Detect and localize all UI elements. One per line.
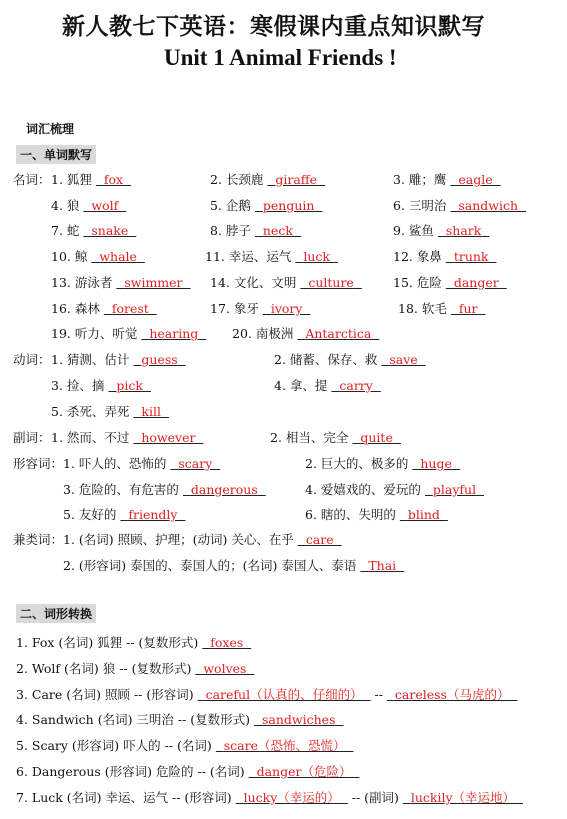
item-chinese: 捡、摘 [66,378,105,393]
answer-blank [202,635,251,650]
answer-text: huge [420,456,452,471]
answer-blank [352,430,400,445]
answer-text: pick [116,378,143,393]
item-number: 6. [393,198,405,213]
vocab-item [393,247,496,265]
vocab-item [305,505,448,523]
item-number: 9. [393,223,405,238]
vocab-item [51,221,136,239]
item-chinese: 长颈鹿 [225,172,264,187]
answer-blank [141,326,206,341]
section-heading-spelling: 一、单词默写 [16,145,96,164]
vocab-item [393,221,489,239]
vocab-item [63,556,404,574]
item-number: 4. [305,482,317,497]
item-chinese: 拿、提 [289,378,328,393]
vocab-item [51,299,157,317]
answer-blank [255,198,322,213]
transform-prompt: 7. Luck (名词) 幸运、运气 -- (形容词) [16,790,232,805]
answer-text: trunk [453,249,489,264]
item-number: 5. [210,198,222,213]
answer-text: wolf [91,198,119,213]
answer-blank [120,507,185,522]
answer-blank [425,482,484,497]
answer-text: shark [445,223,482,238]
answer-blank [183,482,266,497]
item-number: 11. [205,249,225,264]
answer-text: danger [453,275,499,290]
item-number: 7. [51,223,63,238]
answer-text: Antarctica [305,326,372,341]
vocab-item [51,196,126,214]
vocab-item [63,530,342,548]
item-chinese: 文化、文明 [233,275,297,290]
transform-prompt: 3. Care (名词) 照顾 -- (形容词) [16,687,194,702]
vocab-item [63,454,220,472]
item-chinese: 吓人的、恐怖的 [78,456,167,471]
answer-blank [446,249,497,264]
answer-text: giraffe [275,172,318,187]
item-number: 2. [270,430,282,445]
answer-text: luck [303,249,330,264]
vocab-item [210,299,310,317]
transform-prompt: 2. Wolf (名词) 狼 -- (复数形式) [16,661,192,676]
answer-blank [83,223,136,238]
answer-text: scare（恐怖、恐慌） [223,738,346,753]
item-number: 14. [210,275,230,290]
item-number: 4. [274,378,286,393]
answer-text: scary [178,456,213,471]
vocab-item [305,480,484,498]
item-chinese: 听力、听觉 [74,326,138,341]
vocab-item [51,428,203,446]
item-number: 10. [51,249,71,264]
label-adjective: 形容词： [13,456,64,471]
label-verb: 动词： [13,352,51,367]
item-number: 15. [393,275,413,290]
answer-text: ivory [270,301,303,316]
item-chinese: 企鹅 [225,198,251,213]
item-number: 16. [51,301,71,316]
answer-blank [331,378,380,393]
item-chinese: 危险的、有危害的 [78,482,179,497]
item-number: 17. [210,301,230,316]
item-number: 3. [63,482,75,497]
item-chinese: 猜测、估计 [66,352,130,367]
item-chinese: 然而、不过 [66,430,130,445]
answer-blank [96,172,131,187]
item-number: 3. [51,378,63,393]
vocab-item [51,247,145,265]
answer-blank [387,687,517,702]
answer-blank [400,507,448,522]
item-chinese: 游泳者 [74,275,113,290]
answer-text: neck [262,223,293,238]
transform-item [16,659,254,677]
answer-blank [195,661,254,676]
item-chinese: 幸运、运气 [228,249,292,264]
vocab-item [210,170,325,188]
answer-blank [412,456,459,471]
item-number: 2. [63,558,75,573]
item-number: 1. [51,430,63,445]
section-heading-transform: 二、词形转换 [16,604,96,623]
label-multi: 兼类词： [13,532,64,547]
answer-text: snake [91,223,129,238]
item-chinese: 南极洲 [255,326,294,341]
vocab-item [232,324,379,342]
item-chinese: 相当、完全 [285,430,349,445]
answer-blank [295,249,338,264]
vocab-item [210,273,362,291]
answer-text: kill [141,404,161,419]
answer-text: penguin [262,198,315,213]
answer-blank [254,712,343,727]
item-chinese: 危险 [416,275,442,290]
transform-item [16,788,523,806]
item-number: 2. [305,456,317,471]
item-chinese: 雕；鹰 [408,172,447,187]
item-chinese: 象鼻 [416,249,442,264]
answer-blank [267,172,325,187]
item-number: 1. [63,456,75,471]
answer-blank [198,687,371,702]
answer-text: however [141,430,196,445]
answer-text: guess [141,352,178,367]
answer-text: playful [432,482,477,497]
answer-text: careful（认真的、仔细的） [205,687,363,702]
answer-text: foxes [210,635,244,650]
answer-blank [451,301,486,316]
answer-text: forest [111,301,149,316]
answer-blank [236,790,348,805]
item-chinese: (形容词) 泰国的、泰国人的；(名词) 泰国人、泰语 [78,558,357,573]
transform-item [16,762,359,780]
item-chinese: 鲸 [74,249,88,264]
answer-text: danger（危险） [256,764,352,779]
answer-blank [91,249,145,264]
answer-blank [450,198,526,213]
answer-blank [116,275,190,290]
item-number: 5. [51,404,63,419]
label-adverb: 副词： [13,430,51,445]
answer-text: friendly [128,507,178,522]
item-chinese: 森林 [74,301,100,316]
transform-item [16,736,353,754]
item-chinese: 蛇 [66,223,80,238]
answer-blank [216,738,354,753]
answer-blank [360,558,404,573]
answer-blank [83,198,126,213]
vocab-item [51,350,186,368]
transform-prompt: 5. Scary (形容词) 吓人的 -- (名词) [16,738,212,753]
answer-blank [249,764,360,779]
answer-blank [255,223,301,238]
answer-blank [438,223,489,238]
answer-text: swimmer [124,275,183,290]
transform-prompt: 1. Fox (名词) 狐狸 -- (复数形式) [16,635,199,650]
vocab-item [393,273,507,291]
vocab-item [210,196,322,214]
item-chinese: 狐狸 [66,172,92,187]
item-chinese: 杀死、弄死 [66,404,130,419]
item-number: 8. [210,223,222,238]
item-chinese: 脖子 [225,223,251,238]
answer-text: careless（马虎的） [394,687,510,702]
answer-blank [133,430,203,445]
answer-blank [381,352,425,367]
answer-blank [133,352,185,367]
item-number: 1. [51,352,63,367]
vocab-item [398,299,485,317]
item-chinese: 象牙 [233,301,259,316]
answer-text: sandwich [458,198,519,213]
answer-blank [446,275,507,290]
answer-text: blind [407,507,440,522]
item-number: 2. [274,352,286,367]
transform-item [16,710,343,728]
answer-text: sandwiches [262,712,336,727]
item-number: 1. [51,172,63,187]
item-number: 13. [51,275,71,290]
answer-text: culture [308,275,354,290]
item-number: 5. [63,507,75,522]
item-chinese: 巨大的、极多的 [320,456,409,471]
vocab-item [51,273,190,291]
answer-blank [263,301,311,316]
vocab-item [63,480,266,498]
item-chinese: 友好的 [78,507,117,522]
answer-text: save [389,352,418,367]
answer-text: fox [103,172,124,187]
answer-text: luckily（幸运地） [410,790,516,805]
answer-blank [450,172,500,187]
vocab-item [393,170,501,188]
item-number: 20. [232,326,252,341]
item-number: 12. [393,249,413,264]
item-number: 1. [63,532,75,547]
transform-prompt: 4. Sandwich (名词) 三明治 -- (复数形式) [16,712,251,727]
answer-text: dangerous [190,482,258,497]
vocab-item [210,221,301,239]
answer-text: care [305,532,334,547]
answer-blank [403,790,523,805]
answer-text: quite [360,430,393,445]
item-chinese: 软毛 [421,301,447,316]
answer-text: wolves [203,661,247,676]
answer-blank [300,275,361,290]
answer-text: carry [339,378,373,393]
vocab-item [270,428,401,446]
vocab-item [51,324,206,342]
answer-blank [297,326,379,341]
item-number: 18. [398,301,418,316]
title-english: Unit 1 Animal Friends ! [164,45,397,70]
item-number: 4. [51,198,63,213]
answer-text: lucky（幸运的） [243,790,340,805]
item-number: 3. [393,172,405,187]
answer-text: eagle [458,172,493,187]
answer-text: whale [99,249,137,264]
label-noun: 名词： [13,172,51,187]
vocab-item [51,402,169,420]
answer-blank [108,378,150,393]
vocab-item [51,170,131,188]
item-chinese: 鲨鱼 [408,223,434,238]
transform-prompt: 6. Dangerous (形容词) 危险的 -- (名词) [16,764,245,779]
item-chinese: 三明治 [408,198,447,213]
item-chinese: 狼 [66,198,80,213]
answer-text: Thai [368,558,397,573]
item-chinese: (名词) 照顾、护理；(动词) 关心、在乎 [78,532,294,547]
vocab-item [274,376,381,394]
transform-connector: -- [370,687,387,702]
item-chinese: 爱嬉戏的、爱玩的 [320,482,421,497]
vocab-item [274,350,426,368]
vocab-item [305,454,460,472]
answer-blank [170,456,220,471]
item-number: 2. [210,172,222,187]
answer-text: fur [458,301,478,316]
vocab-item [393,196,526,214]
transform-connector: -- (副词) [347,790,403,805]
item-number: 6. [305,507,317,522]
vocab-heading: 词汇梳理 [26,122,75,136]
vocab-item [63,505,185,523]
item-number: 19. [51,326,71,341]
item-chinese: 瞎的、失明的 [320,507,396,522]
answer-text: hearing [149,326,199,341]
answer-blank [298,532,342,547]
vocab-item [205,247,338,265]
answer-blank [133,404,168,419]
title-chinese: 新人教七下英语：寒假课内重点知识默写 [62,14,485,40]
transform-item [16,685,517,703]
vocab-item [51,376,151,394]
transform-item [16,633,251,651]
item-chinese: 储蓄、保存、救 [289,352,378,367]
answer-blank [104,301,157,316]
